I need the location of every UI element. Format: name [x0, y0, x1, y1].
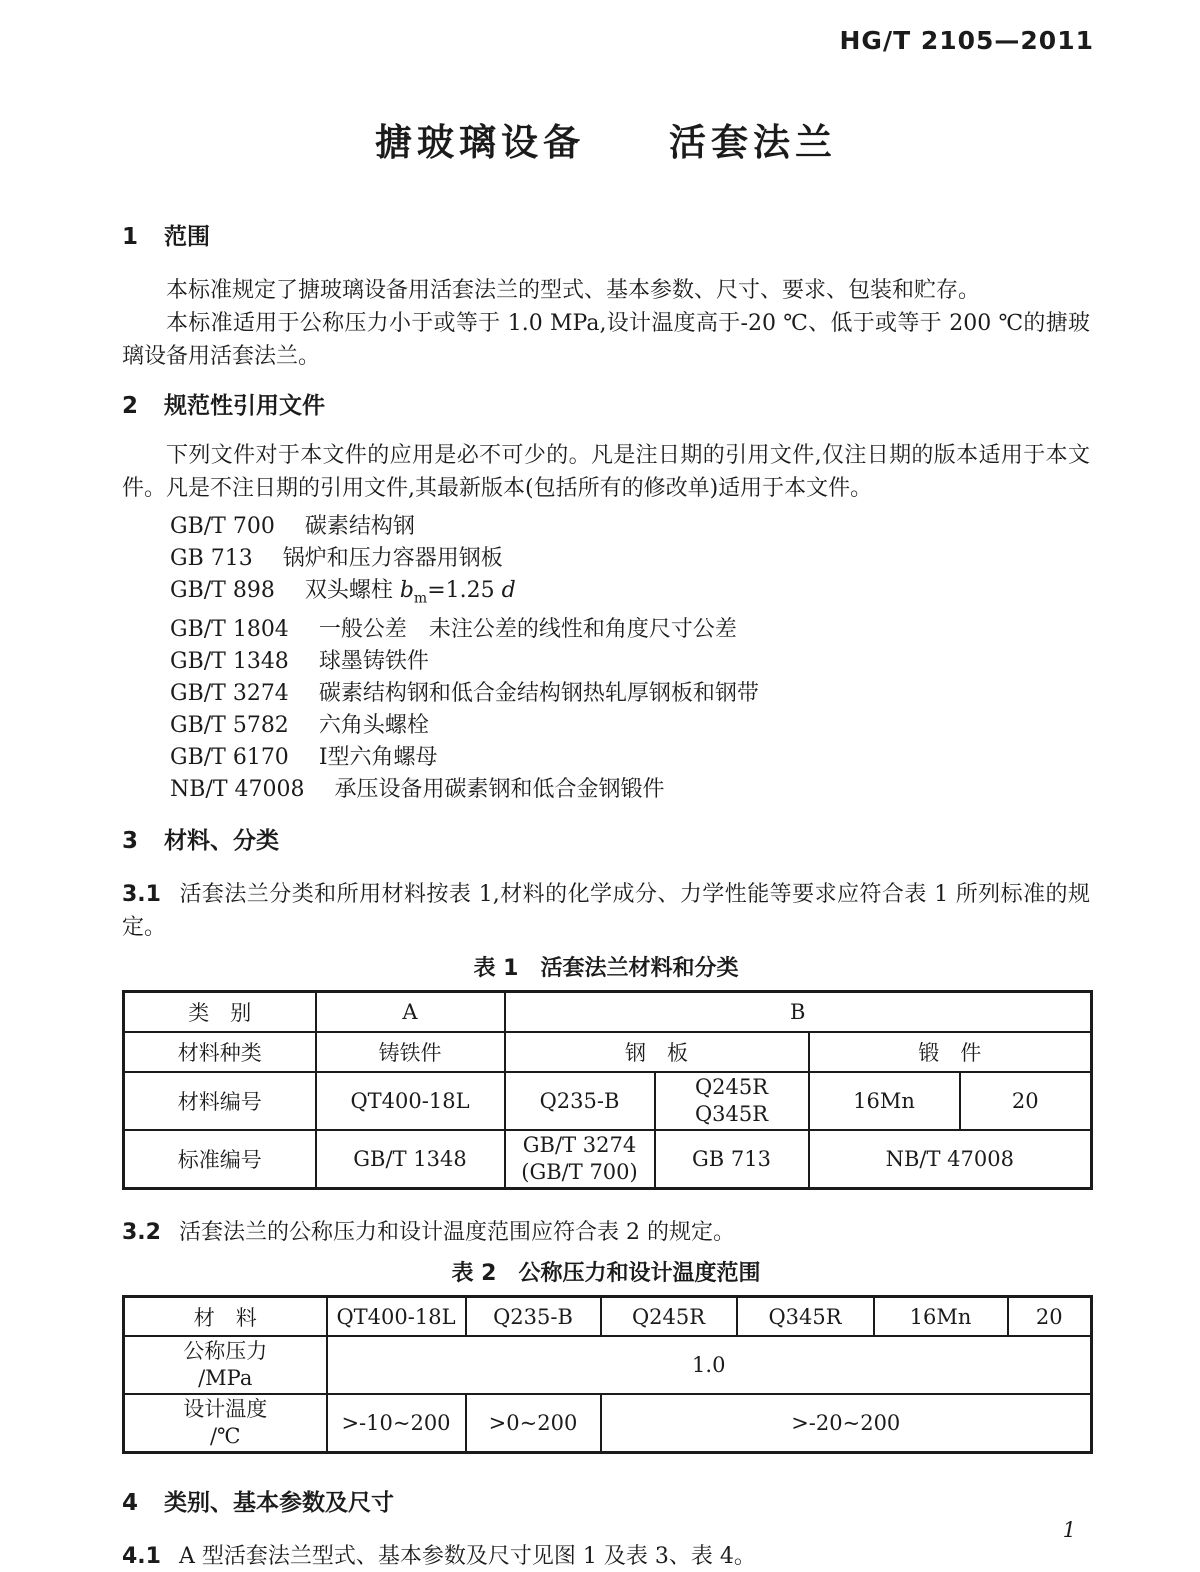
standard-number: HG/T 2105—2011	[839, 26, 1094, 55]
reference-item	[170, 511, 1090, 543]
table-2-caption-text: 公称压力和设计温度范围	[518, 1260, 761, 1286]
table-row	[124, 992, 1092, 1032]
table-row	[124, 1032, 1092, 1072]
reference-name: 碳素结构钢和低合金结构钢热轧厚钢板和钢带	[318, 681, 759, 707]
clause-3-2-number: 3.2	[122, 1219, 161, 1245]
table-row	[124, 1394, 1092, 1453]
t2-material-20: 20	[1008, 1296, 1092, 1336]
section-2-intro: 下列文件对于本文件的应用是必不可少的。凡是注日期的引用文件,仅注日期的版本适用于本文件。凡是不注日期的引用文件,其最新版本(包括所有的修改单)适用于本文件。	[122, 443, 1090, 501]
reference-item	[170, 774, 1090, 806]
clause-4-1	[122, 1540, 1090, 1572]
document-title: 搪玻璃设备 活套法兰	[375, 121, 837, 164]
reference-code: GB/T 1348	[170, 649, 289, 675]
reference-code: GB/T 3274	[170, 681, 289, 707]
t1-material-kind-forging: 锻 件	[809, 1032, 1092, 1072]
section-4-heading	[122, 1490, 1090, 1516]
reference-item	[170, 543, 1090, 575]
reference-name: 双头螺柱	[304, 578, 400, 603]
t2-material-q235b: Q235-B	[466, 1296, 601, 1336]
t2-temp-range-qt400: >-10~200	[327, 1394, 466, 1453]
t2-nominal-pressure-label-line1: 公称压力	[183, 1339, 268, 1364]
reference-item	[170, 575, 1090, 614]
t2-design-temperature-label-line1: 设计温度	[183, 1397, 268, 1422]
reference-item	[170, 614, 1090, 646]
t1-grade-16mn: 16Mn	[809, 1072, 960, 1130]
t1-standard-gbt3274-line1: GB/T 3274	[522, 1132, 637, 1157]
reference-code: GB/T 5782	[170, 713, 289, 739]
formula-variable-d: d	[501, 578, 516, 603]
t2-material-q245r: Q245R	[601, 1296, 737, 1336]
table-2-pressure-temperature	[122, 1295, 1093, 1455]
clause-4-1-text: A 型活套法兰型式、基本参数及尺寸见图 1 及表 3、表 4。	[178, 1544, 756, 1570]
t1-standard-nbt47008: NB/T 47008	[809, 1130, 1092, 1189]
table-1-caption	[122, 956, 1090, 982]
section-4-title: 类别、基本参数及尺寸	[164, 1490, 395, 1517]
reference-code: GB/T 1804	[170, 617, 289, 643]
reference-name: 一般公差 未注公差的线性和角度尺寸公差	[318, 617, 737, 643]
table-1-materials-classification	[122, 990, 1093, 1190]
reference-name: 球墨铸铁件	[318, 649, 429, 675]
t1-standard-gbt3274-line2: (GB/T 700)	[521, 1159, 638, 1184]
table-2-caption-label: 表 2	[451, 1260, 497, 1286]
t1-material-kind-steel-plate: 钢 板	[505, 1032, 809, 1072]
reference-code: GB/T 6170	[170, 745, 289, 771]
t1-category-label: 类 别	[124, 992, 316, 1032]
reference-code: NB/T 47008	[170, 777, 305, 803]
table-row	[124, 1130, 1092, 1189]
t2-design-temperature-label-line2: /℃	[209, 1424, 241, 1449]
t1-grade-qt400: QT400-18L	[316, 1072, 505, 1130]
table-1-caption-text: 活套法兰材料和分类	[540, 956, 739, 982]
t1-grade-q245r-q345r	[655, 1072, 809, 1130]
t1-grade-q345r: Q345R	[694, 1101, 769, 1126]
section-1-heading	[122, 224, 1090, 250]
page-number: 1	[1062, 1518, 1076, 1542]
table-2-caption	[122, 1261, 1090, 1287]
section-2-number: 2	[122, 393, 139, 419]
t2-material-qt400: QT400-18L	[327, 1296, 466, 1336]
reference-code: GB/T 898	[170, 578, 275, 603]
clause-3-2	[122, 1216, 1090, 1249]
reference-name: 六角头螺栓	[318, 713, 429, 739]
t1-standard-label: 标准编号	[124, 1130, 316, 1189]
clause-3-1	[122, 878, 1090, 944]
table-1-caption-label: 表 1	[473, 956, 519, 982]
section-3-title: 材料、分类	[164, 828, 280, 855]
clause-3-1-text: 活套法兰分类和所用材料按表 1,材料的化学成分、力学性能等要求应符合表 1 所列标准的规定。	[122, 882, 1090, 941]
section-1-paragraph-2: 本标准适用于公称压力小于或等于 1.0 MPa,设计温度高于-20 ℃、低于或等于 200 ℃的搪玻璃设备用活套法兰。	[122, 311, 1090, 369]
section-1-title: 范围	[164, 224, 211, 250]
t2-material-label: 材 料	[124, 1296, 327, 1336]
section-1-number: 1	[122, 224, 139, 250]
t2-temp-range-others: >-20~200	[601, 1394, 1092, 1453]
t1-grade-q235b: Q235-B	[505, 1072, 655, 1130]
reference-code: GB 713	[170, 546, 253, 571]
t2-design-temperature-label	[124, 1394, 327, 1453]
t2-temp-range-q235b: >0~200	[466, 1394, 601, 1453]
section-3-heading	[122, 828, 1090, 854]
clause-3-1-number: 3.1	[122, 882, 161, 908]
t2-nominal-pressure-label-line2: /MPa	[198, 1366, 253, 1391]
reference-list	[122, 511, 1090, 806]
t1-standard-gb713: GB 713	[655, 1130, 809, 1189]
reference-item	[170, 678, 1090, 710]
table-row	[124, 1072, 1092, 1130]
t1-material-kind-cast-iron: 铸铁件	[316, 1032, 505, 1072]
reference-name: 锅炉和压力容器用钢板	[282, 546, 503, 571]
reference-code: GB/T 700	[170, 514, 275, 539]
formula-variable-b: b	[399, 578, 414, 603]
t1-grade-q245r: Q245R	[694, 1074, 769, 1099]
reference-name: 承压设备用碳素钢和低合金钢锻件	[334, 777, 665, 803]
reference-item	[170, 710, 1090, 742]
t2-material-16mn: 16Mn	[874, 1296, 1008, 1336]
section-1-paragraph-1: 本标准规定了搪玻璃设备用活套法兰的型式、基本参数、尺寸、要求、包装和贮存。	[166, 278, 981, 303]
reference-item	[170, 742, 1090, 774]
reference-name: 碳素结构钢	[304, 514, 415, 539]
t1-standard-gbt1348: GB/T 1348	[316, 1130, 505, 1189]
formula-subscript-m: m	[413, 590, 428, 607]
t1-category-b: B	[505, 992, 1092, 1032]
section-2-title: 规范性引用文件	[164, 393, 326, 419]
reference-name: Ⅰ型六角螺母	[318, 745, 438, 771]
section-3-number: 3	[122, 828, 139, 855]
table-row	[124, 1336, 1092, 1394]
t2-nominal-pressure-label	[124, 1336, 327, 1394]
t1-material-grade-label: 材料编号	[124, 1072, 316, 1130]
t1-category-a: A	[316, 992, 505, 1032]
t2-nominal-pressure-value: 1.0	[327, 1336, 1092, 1394]
t1-grade-20: 20	[960, 1072, 1092, 1130]
table-row	[124, 1296, 1092, 1336]
clause-4-1-number: 4.1	[122, 1544, 161, 1570]
reference-item	[170, 646, 1090, 678]
section-2-heading	[122, 393, 1090, 419]
t1-material-kind-label: 材料种类	[124, 1032, 316, 1072]
t1-standard-gbt3274	[505, 1130, 655, 1189]
formula-equals: =1.25	[427, 578, 502, 603]
clause-3-2-text: 活套法兰的公称压力和设计温度范围应符合表 2 的规定。	[178, 1219, 735, 1245]
section-4-number: 4	[122, 1490, 139, 1517]
t2-material-q345r: Q345R	[737, 1296, 874, 1336]
